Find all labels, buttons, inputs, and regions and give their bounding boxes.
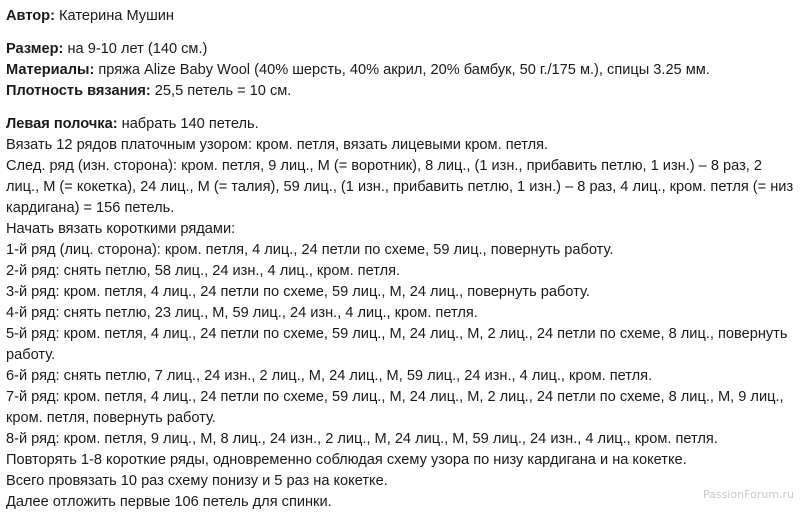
spacer — [6, 102, 796, 114]
left-front-label: Левая полочка: — [6, 116, 118, 132]
gauge-label: Плотность вязания: — [6, 83, 151, 99]
gauge-line — [6, 81, 796, 102]
materials-label: Материалы: — [6, 62, 95, 78]
instruction-line: Начать вязать короткими рядами: — [6, 221, 236, 237]
gauge-value: 25,5 петель = 10 см. — [150, 83, 292, 99]
row-2-line: 2-й ряд: снять петлю, 58 лиц., 24 изн., 4 лиц., кром. петля. — [6, 263, 401, 279]
row-6-line: 6-й ряд: снять петлю, 7 лиц., 24 изн., 2 лиц., М, 24 лиц., М, 59 лиц., 24 изн., 4 лиц., кром. петля. — [6, 368, 653, 384]
row-5-line: 5-й ряд: кром. петля, 4 лиц., 24 петли по схеме, 59 лиц., М, 24 лиц., М, 2 лиц., 24 петли по схеме, 8 лиц., повернуть работу. — [6, 326, 788, 363]
spacer — [6, 27, 796, 39]
size-line — [6, 39, 796, 60]
row-1-line: 1-й ряд (лиц. сторона): кром. петля, 4 лиц., 24 петли по схеме, 59 лиц., повернуть работу. — [6, 242, 614, 258]
instruction-line: Повторять 1-8 короткие ряды, одновременно соблюдая схему узора по низу кардигана и на кокетке. — [6, 452, 687, 468]
materials-line — [6, 60, 796, 81]
pattern-document — [6, 6, 796, 513]
instruction-line: Далее отложить первые 106 петель для спинки. — [6, 494, 332, 510]
left-front-value: набрать 140 петель. — [117, 116, 259, 132]
size-label: Размер: — [6, 41, 64, 57]
author-value: Катерина Мушин — [54, 8, 174, 24]
materials-value: пряжа Alize Baby Wool (40% шерсть, 40% акрил, 20% бамбук, 50 г./175 м.), спицы 3.25 мм. — [94, 62, 710, 78]
instruction-line: Всего провязать 10 раз схему понизу и 5 раз на кокетке. — [6, 473, 388, 489]
watermark: PassionForum.ru — [703, 488, 794, 501]
row-3-line: 3-й ряд: кром. петля, 4 лиц., 24 петли по схеме, 59 лиц., М, 24 лиц., повернуть работу. — [6, 284, 590, 300]
left-front-line — [6, 114, 796, 135]
instruction-line: След. ряд (изн. сторона): кром. петля, 9 лиц., М (= воротник), 8 лиц., (1 изн., прибавить петлю, 1 изн.) – 8 раз, 2 лиц., М (= кокетка), 24 лиц., М (= талия), 59 лиц., (1 изн., прибавить петлю, 1 изн.) – 8 раз, 4 лиц., кром. петля (= низ кардигана) = 156 петель. — [6, 158, 794, 216]
row-7-line: 7-й ряд: кром. петля, 4 лиц., 24 петли по схеме, 59 лиц., М, 24 лиц., М, 2 лиц., 24 петли по схеме, 8 лиц., М, 9 лиц., кром. петля, повернуть работу. — [6, 389, 784, 426]
row-4-line: 4-й ряд: снять петлю, 23 лиц., М, 59 лиц., 24 изн., 4 лиц., кром. петля. — [6, 305, 478, 321]
row-8-line: 8-й ряд: кром. петля, 9 лиц., М, 8 лиц., 24 изн., 2 лиц., М, 24 лиц., М, 59 лиц., 24 изн., 4 лиц., кром. петля. — [6, 431, 718, 447]
instruction-line: Вязать 12 рядов платочным узором: кром. петля, вязать лицевыми кром. петля. — [6, 137, 549, 153]
author-line — [6, 6, 796, 27]
size-value: на 9-10 лет (140 см.) — [63, 41, 208, 57]
author-label: Автор: — [6, 8, 55, 24]
